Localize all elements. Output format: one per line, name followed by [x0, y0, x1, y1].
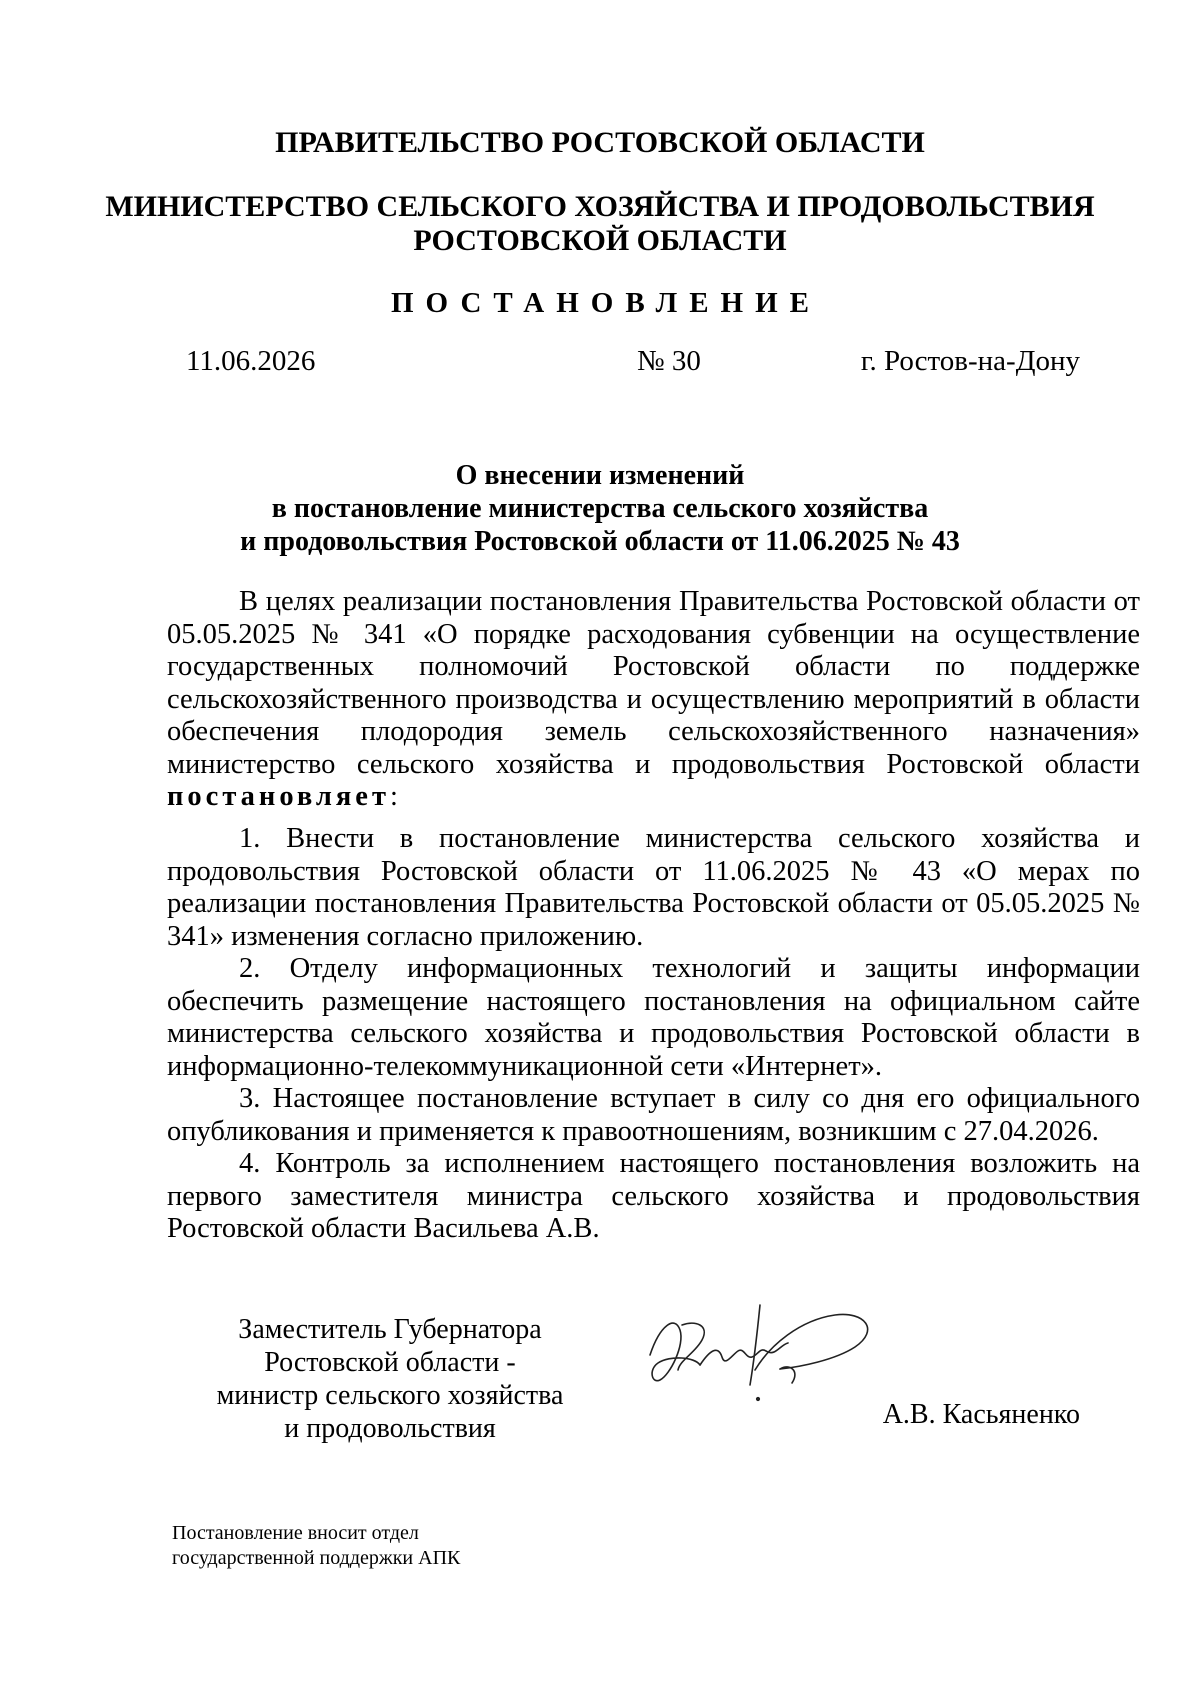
document-type: ПОСТАНОВЛЕНИЕ — [390, 287, 821, 319]
document-city: г. Ростов-на-Дону — [860, 345, 1080, 377]
handwritten-signature — [640, 1285, 890, 1415]
decree-colon: : — [389, 781, 398, 812]
footer-line2: государственной поддержки АПК — [172, 1547, 461, 1569]
decree-item-3: 3. Настоящее постановление вступает в силу со дня его официального опубликования и применяется к правоотношениям, возникшим с 27.04.2026. — [167, 1083, 1140, 1147]
government-title: ПРАВИТЕЛЬСТВО РОСТОВСКОЙ ОБЛАСТИ — [275, 126, 925, 159]
document-date: 11.06.2026 — [186, 345, 316, 377]
subject-line2: в постановление министерства сельского хозяйства — [271, 493, 929, 524]
position-line3: министр сельского хозяйства — [216, 1380, 564, 1411]
signer-name: А.В. Касьяненко — [882, 1399, 1080, 1430]
preamble-text: В целях реализации постановления Правительства Ростовской области от 05.05.2025 № 341 «О порядке расходования субвенции на осуществление государственных полномочий Ростовской области по поддержке сельскохозяйственного производства и осуществлению мероприятий в области обеспечения плодородия земель сельскохозяйственного назначения» министерство сельского хозяйства и продовольствия Ростовской области — [167, 586, 1140, 780]
position-line4: и продовольствия — [284, 1413, 496, 1444]
ministry-title-line2: РОСТОВСКОЙ ОБЛАСТИ — [413, 224, 787, 257]
document-subject — [0, 459, 1200, 558]
decree-item-4: 4. Контроль за исполнением настоящего постановления возложить на первого заместителя министра сельского хозяйства и продовольствия Ростовской области Васильева А.В. — [167, 1148, 1140, 1244]
decree-item-2: 2. Отделу информационных технологий и защиты информации обеспечить размещение настоящего постановления на официальном сайте министерства сельского хозяйства и продовольствия Ростовской области в информационно-телекоммуникационной сети «Интернет». — [167, 953, 1140, 1082]
decree-word: постановляет — [167, 781, 390, 812]
preamble-paragraph — [167, 586, 1140, 814]
ministry-title-line1: МИНИСТЕРСТВО СЕЛЬСКОГО ХОЗЯЙСТВА И ПРОДОВОЛЬСТВИЯ — [105, 190, 1095, 223]
subject-line1: О внесении изменений — [455, 460, 745, 491]
position-line2: Ростовской области - — [264, 1347, 516, 1378]
ministry-title — [0, 190, 1200, 258]
preamble — [167, 586, 1140, 814]
footer-line1: Постановление вносит отдел — [172, 1522, 419, 1544]
position-line1: Заместитель Губернатора — [238, 1314, 542, 1345]
subject-line3: и продовольствия Ростовской области от 11.06.2025 № 43 — [240, 526, 960, 557]
decree-item-1: 1. Внести в постановление министерства сельского хозяйства и продовольствия Ростовской области от 11.06.2025 № 43 «О мерах по реализации постановления Правительства Ростовской области от 05.05.2025 № 341» изменения согласно приложению. — [167, 823, 1140, 952]
document-number: № 30 — [637, 345, 701, 377]
decree-items — [167, 823, 1140, 1246]
footer-note — [172, 1521, 460, 1571]
signatory-position — [190, 1313, 590, 1445]
